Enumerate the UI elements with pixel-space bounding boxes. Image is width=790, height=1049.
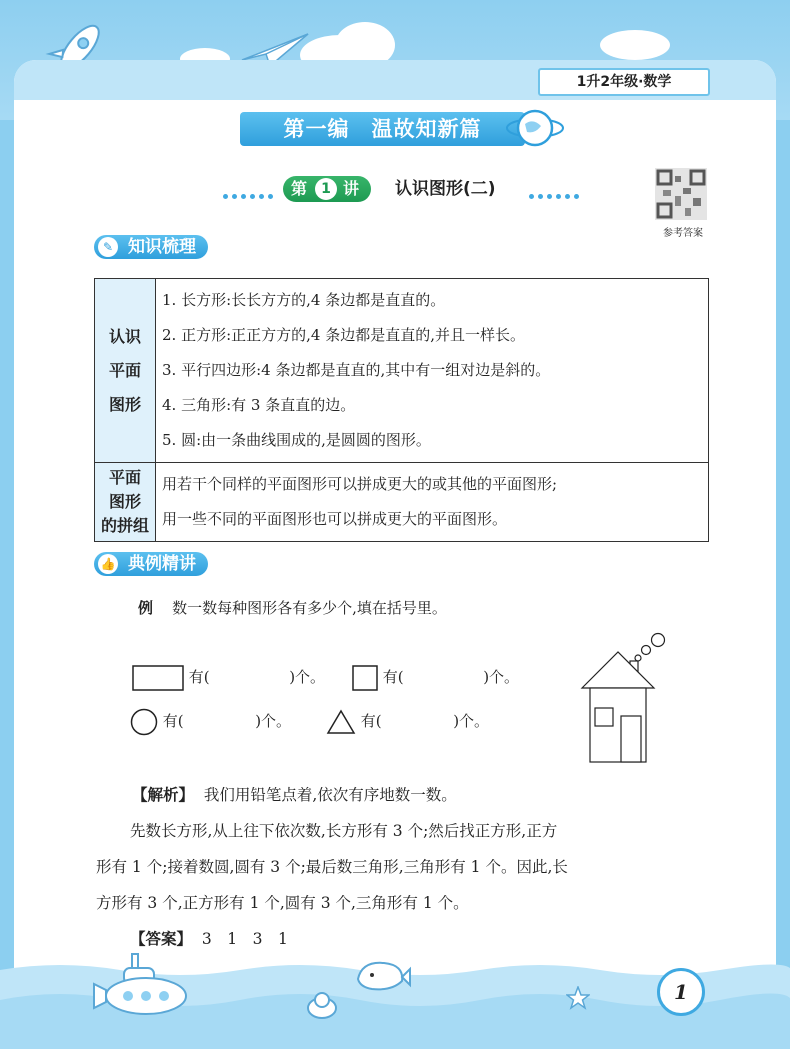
row-header-line: 平面 <box>108 468 141 487</box>
row-header-line: 图形 <box>108 394 141 414</box>
whale-icon <box>352 955 412 995</box>
blank-prefix: 有( <box>162 712 184 730</box>
list-item: 1. 长方形:长长方方的,4 条边都是直直的。 <box>162 291 446 309</box>
list-item: 3. 平行四边形:4 条边都是直直的,其中有一组对边是斜的。 <box>162 361 551 379</box>
blank-prefix: 有( <box>382 668 404 686</box>
blank-suffix: )个。 <box>453 712 490 730</box>
lecture-prefix: 第 <box>291 179 308 198</box>
knowledge-table <box>94 278 709 542</box>
square-shape <box>352 665 378 691</box>
row-header <box>95 279 156 463</box>
row-header-line: 的拼组 <box>100 516 149 535</box>
example-label: 例 <box>138 599 154 617</box>
example-heading-text: 典例精讲 <box>128 554 196 574</box>
list-item: 4. 三角形:有 3 条直直的边。 <box>162 396 356 414</box>
knowledge-heading-text: 知识梳理 <box>128 237 196 257</box>
grade-subject-tag: 1升2年级·数学 <box>538 68 710 96</box>
lecture-suffix: 讲 <box>343 179 360 198</box>
lecture-number: 1 <box>315 178 337 200</box>
page-number: 1 <box>657 968 705 1016</box>
blank-prefix: 有( <box>188 668 210 686</box>
rectangle-blank <box>132 662 325 692</box>
row-header-line: 平面 <box>108 360 141 380</box>
knowledge-heading <box>94 235 208 259</box>
analysis-line: 先数长方形,从上往下依次数,长方形有 3 个;然后找正方形,正方 <box>130 822 558 840</box>
list-item: 用一些不同的平面图形也可以拼成更大的平面图形。 <box>162 510 508 528</box>
part-title-banner: 第一编 温故知新篇 <box>240 112 525 146</box>
list-item: 用若干个同样的平面图形可以拼成更大的或其他的平面图形; <box>162 475 558 493</box>
list-item: 5. 圆:由一条曲线围成的,是圆圆的图形。 <box>162 431 431 449</box>
analysis-first: 我们用铅笔点着,依次有序地数一数。 <box>203 786 457 804</box>
blank-suffix: )个。 <box>255 712 292 730</box>
triangle-shape <box>326 709 356 735</box>
starfish-icon <box>566 986 590 1010</box>
row-header-line: 图形 <box>108 492 141 511</box>
seal-icon <box>305 990 339 1020</box>
lecture-title: 认识图形(二) <box>395 179 496 199</box>
example-question-text: 数一数每种图形各有多少个,填在括号里。 <box>172 599 447 617</box>
row-header <box>95 463 156 542</box>
list-item: 2. 正方形:正正方方的,4 条边都是直直的,并且一样长。 <box>162 326 525 344</box>
circle-shape <box>130 708 158 736</box>
example-question <box>138 597 447 618</box>
rectangle-shape <box>132 665 184 691</box>
table-row <box>95 463 709 542</box>
analysis-label: 【解析】 <box>132 786 195 804</box>
house-figure <box>578 632 668 767</box>
globe-icon <box>505 104 565 152</box>
decor-dots-right <box>529 186 583 194</box>
submarine-icon <box>88 950 198 1020</box>
decor-dots-left <box>223 186 277 194</box>
analysis-line: 方形有 3 个,正方形有 1 个,圆有 3 个,三角形有 1 个。 <box>96 894 469 912</box>
table-row <box>95 279 709 463</box>
blank-suffix: )个。 <box>483 668 520 686</box>
triangle-blank <box>326 706 489 736</box>
qr-code[interactable] <box>655 168 707 220</box>
edit-icon: ✎ <box>98 237 118 257</box>
thumb-icon: 👍 <box>98 554 118 574</box>
cloud <box>600 30 670 60</box>
analysis-first-line <box>132 777 712 813</box>
circle-blank <box>130 706 291 736</box>
row-header-line: 认识 <box>108 326 141 346</box>
analysis-line: 形有 1 个;接着数圆,圆有 3 个;最后数三角形,三角形有 1 个。因此,长 <box>96 858 568 876</box>
example-heading <box>94 552 208 576</box>
blank-prefix: 有( <box>360 712 382 730</box>
lecture-header <box>223 176 593 202</box>
row-body <box>156 463 709 542</box>
row-body <box>156 279 709 463</box>
blank-suffix: )个。 <box>289 668 326 686</box>
qr-caption: 参考答案 <box>663 228 703 239</box>
square-blank <box>352 662 519 692</box>
lecture-badge <box>283 176 371 202</box>
answer-values: 3 1 3 1 <box>201 930 288 948</box>
answer-label: 【答案】 <box>130 930 193 948</box>
